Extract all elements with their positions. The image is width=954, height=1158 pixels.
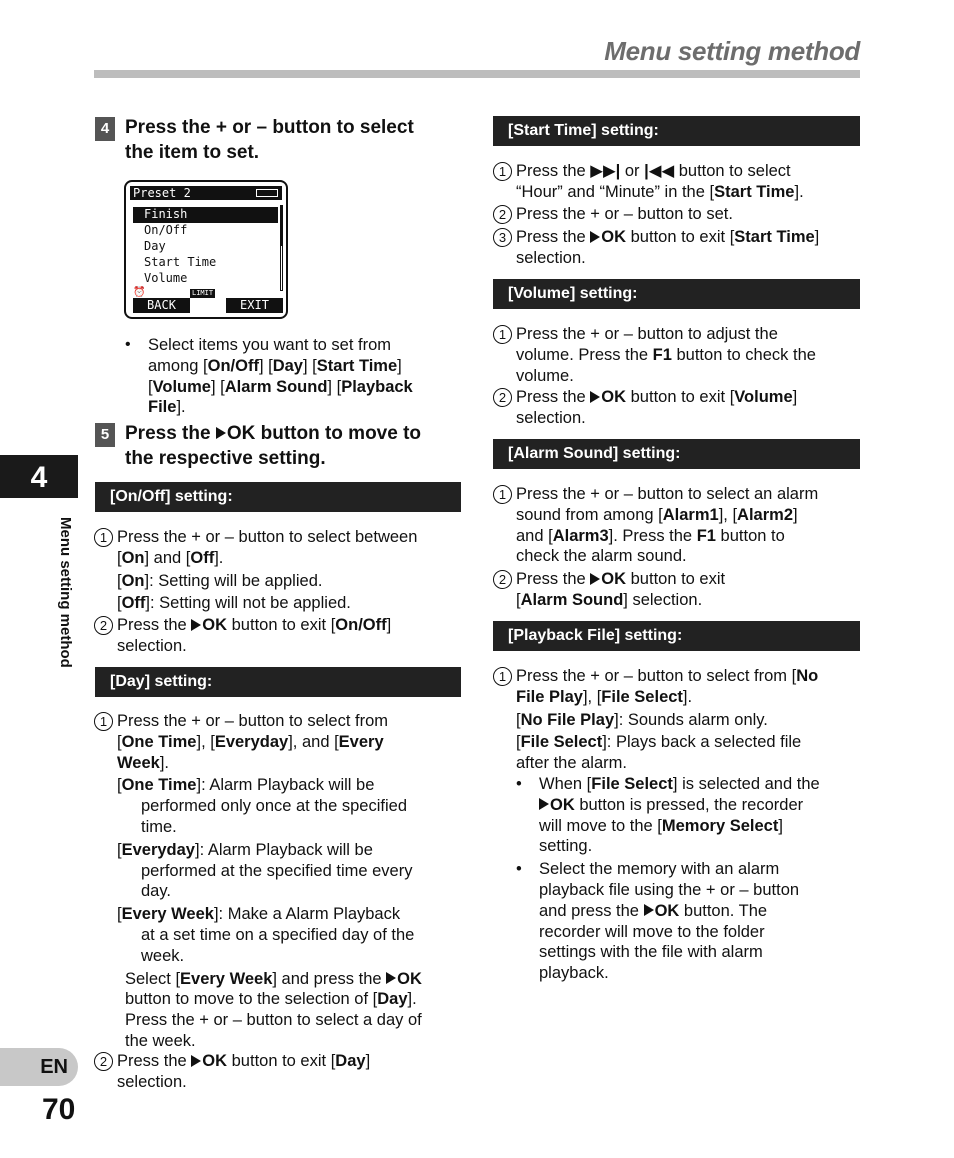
day-step2: Press the OK button to exit [Day] selection. bbox=[117, 1052, 371, 1091]
step-4-number: 4 bbox=[95, 117, 115, 141]
step-5-number: 5 bbox=[95, 423, 115, 447]
play-icon bbox=[539, 798, 549, 810]
start-step2: Press the + or – button to set. bbox=[516, 205, 733, 223]
lcd-item: Finish bbox=[144, 207, 188, 221]
play-icon bbox=[216, 427, 226, 439]
alarm-step2: Press the OK button to exit [Alarm Sound] selection. bbox=[516, 570, 726, 609]
volume-step2: Press the OK button to exit [Volume] selection. bbox=[516, 388, 798, 427]
circled-number: 1 bbox=[493, 325, 512, 344]
bullet: • bbox=[516, 774, 522, 793]
skip-back-icon: |◀◀ bbox=[644, 162, 675, 180]
circled-number: 2 bbox=[94, 1052, 113, 1071]
volume-setting-bar: [Volume] setting: bbox=[493, 279, 860, 309]
step-5-line1: Press the OK button to move to bbox=[125, 423, 422, 444]
title-rule bbox=[94, 70, 860, 78]
page-title: Menu setting method bbox=[604, 36, 860, 66]
start-step1: Press the ▶▶| or |◀◀ button to select “Hour” and “Minute” in the [Start Time]. bbox=[516, 162, 804, 201]
bullet: • bbox=[516, 860, 522, 879]
play-icon bbox=[191, 1055, 201, 1067]
circled-number: 1 bbox=[94, 528, 113, 547]
circled-number: 3 bbox=[493, 228, 512, 247]
alarm-icon: ⏰ bbox=[133, 287, 146, 298]
play-icon bbox=[590, 573, 600, 585]
lcd-back-button: BACK bbox=[133, 298, 190, 313]
step-4-line1: Press the + or – button to select bbox=[125, 117, 414, 138]
volume-step1: Press the + or – button to adjust the volume. Press the F1 button to check the volume. bbox=[516, 325, 816, 385]
skip-forward-icon: ▶▶| bbox=[590, 162, 621, 180]
lcd-screen bbox=[124, 180, 288, 319]
onoff-step1: Press the + or – button to select between [On] and [Off]. [On]: Setting will be applied. [Off]: Setting will not be applied. bbox=[117, 528, 418, 613]
step4-bullet-text: Select items you want to set from among [On/Off] [Day] [Start Time] [Volume] [Alarm Sound] [Playback File]. bbox=[148, 336, 413, 417]
alarm-sound-setting-bar: [Alarm Sound] setting: bbox=[493, 439, 860, 469]
play-icon bbox=[191, 619, 201, 631]
battery-icon bbox=[256, 189, 278, 197]
page-number: 70 bbox=[42, 1093, 76, 1126]
circled-number: 1 bbox=[493, 485, 512, 504]
playback-file-setting-bar: [Playback File] setting: bbox=[493, 621, 860, 651]
day-step1: Press the + or – button to select from [One Time], [Everyday], and [Every Week]. [One Time]: Alarm Playback will be performed only once at the specified time. [Everyday]: Alarm Playback will be performed at the specified time every day. [Every Week]: Make a Alarm Playback at a set time on a specified day of the week. Select [Every Week] and press the OK button to move to the selection of [Day]. Press the + or – button to select a day of the week. bbox=[117, 712, 422, 1050]
step-4-line2: the item to set. bbox=[125, 142, 260, 163]
play-icon bbox=[590, 231, 600, 243]
alarm-step1: Press the + or – button to select an alarm sound from among [Alarm1], [Alarm2] and [Alarm3]. Press the F1 button to check the alarm sound. bbox=[516, 485, 819, 566]
circled-number: 2 bbox=[493, 205, 512, 224]
lcd-item: Day bbox=[144, 239, 166, 253]
circled-number: 1 bbox=[493, 162, 512, 181]
step-5-line2: the respective setting. bbox=[125, 448, 326, 469]
lcd-limit-badge: LIMIT bbox=[192, 289, 214, 297]
start-step3: Press the OK button to exit [Start Time] selection. bbox=[516, 228, 820, 267]
lcd-item: On/Off bbox=[144, 223, 188, 237]
lcd-item: Volume bbox=[144, 271, 188, 285]
circled-number: 2 bbox=[493, 388, 512, 407]
circled-number: 1 bbox=[493, 667, 512, 686]
lcd-scrollbar bbox=[280, 205, 283, 291]
lcd-exit-button: EXIT bbox=[226, 298, 283, 313]
language-badge: EN bbox=[0, 1048, 78, 1086]
circled-number: 2 bbox=[94, 616, 113, 635]
day-setting-bar: [Day] setting: bbox=[95, 667, 461, 697]
play-icon bbox=[386, 972, 396, 984]
play-icon bbox=[590, 391, 600, 403]
onoff-setting-bar: [On/Off] setting: bbox=[95, 482, 461, 512]
play-icon bbox=[644, 904, 654, 916]
chapter-tab: 4 bbox=[0, 455, 78, 498]
circled-number: 2 bbox=[493, 570, 512, 589]
bullet: • bbox=[125, 336, 131, 353]
lcd-item: Start Time bbox=[144, 255, 217, 269]
start-time-setting-bar: [Start Time] setting: bbox=[493, 116, 860, 146]
circled-number: 1 bbox=[94, 712, 113, 731]
side-label: Menu setting method bbox=[57, 517, 74, 668]
lcd-title: Preset 2 bbox=[130, 186, 282, 200]
playback-step1: Press the + or – button to select from [No File Play], [File Select]. [No File Play]: Sounds alarm only. [File Select]: Plays back a selected file after the alarm. • When [File Select] is selected and the OK button is pressed, the recorder will move to the [Memory Select] setting. • Select the memory with an alarm playback file using the + or – button and press the OK button. The recorder will move to the folder settings with the file with alarm playback. bbox=[516, 667, 820, 983]
onoff-step2: Press the OK button to exit [On/Off] selection. bbox=[117, 616, 392, 655]
